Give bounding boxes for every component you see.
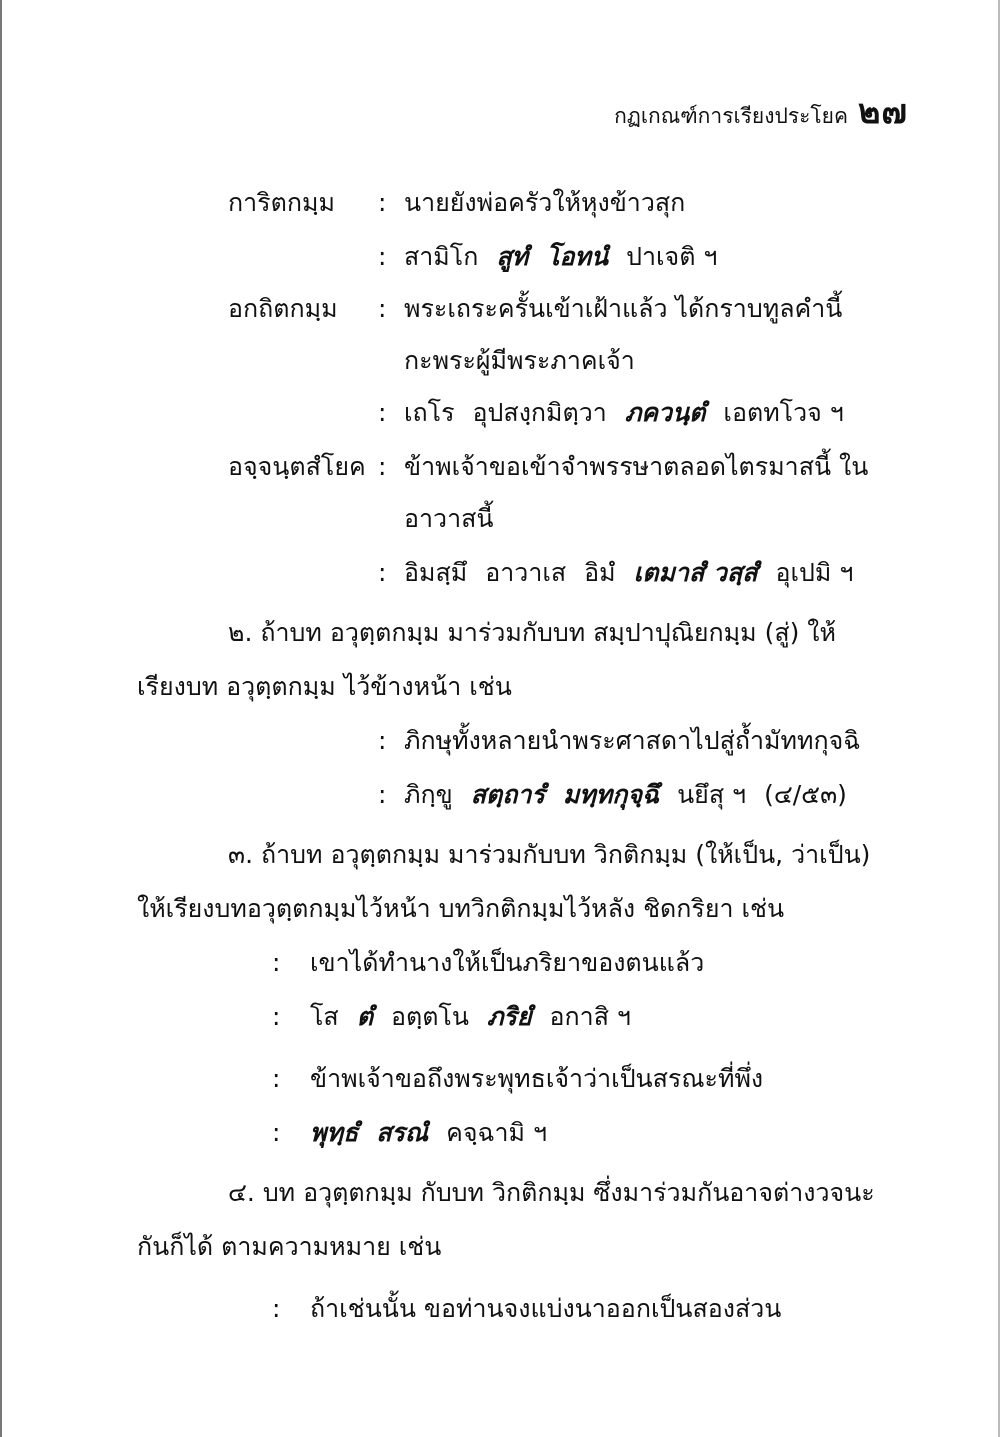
pali-word: สามิโก [404,242,479,271]
pali-word: อตฺตโน [390,1002,469,1031]
rule4-paragraph-line2: กันก็ได้ ตามความหมาย เช่น [137,1232,442,1261]
rule2-paragraph-line1: ๒. ถ้าบท อวุตฺตกมฺม มาร่วมกับบท สมฺปาปุณิยกมฺม (สู่) ให้ [228,618,836,647]
colon: : [378,558,387,587]
rule3-example2-thai: ข้าพเจ้าขอถึงพระพุทธเจ้าว่าเป็นสรณะที่พึ่ง [310,1064,764,1093]
example-thai-accantasamyoga-line2: อาวาสนี้ [404,504,494,533]
rule2-example-pali [404,782,847,807]
colon: : [378,188,387,217]
rule3-example1-pali [310,1004,631,1029]
pali-word-emphasis: สรณํ [376,1118,429,1147]
colon: : [378,242,387,271]
label-akathitakamma: อกถิตกมฺม [228,294,338,323]
colon: : [272,1294,281,1323]
rule4-paragraph-line1: ๔. บท อวุตฺตกมฺม กับบท วิกติกมฺม ซึ่งมาร่วมกันอาจต่างวจนะ [228,1178,875,1207]
header-title: กฏเกณฑ์การเรียงประโยค [614,104,849,128]
colon: : [378,780,387,809]
pali-word: อาวาเส [485,558,567,587]
rule3-paragraph-line2: ให้เรียงบทอวุตฺตกมฺมไว้หน้า บทวิกติกมฺมไว้หลัง ชิดกริยา เช่น [137,894,785,923]
pali-word-emphasis: ภควนฺตํ [624,398,706,427]
colon: : [378,452,387,481]
colon: : [378,294,387,323]
example-thai-akathitakamma-line2: กะพระผู้มีพระภาคเจ้า [404,346,635,375]
colon: : [272,1118,281,1147]
colon: : [378,726,387,755]
page-left-edge [0,0,2,1437]
pali-word-emphasis: เตมาสํ วสฺสํ [633,558,758,587]
reference-citation: (๔/๕๓) [764,780,847,809]
pali-word-emphasis: โอทนํ [546,242,609,271]
label-karitakamma: การิตกมฺม [228,188,335,217]
pali-word: อิมสฺมึ [404,558,468,587]
pali-word: อิมํ [584,558,616,587]
example-thai-accantasamyoga-line1: ข้าพเจ้าขอเข้าจำพรรษาตลอดไตรมาสนี้ ใน [404,452,869,481]
pali-word: เอตทโวจ ฯ [723,398,844,427]
pali-word: อุเปมิ ฯ [775,558,854,587]
colon: : [378,398,387,427]
pali-word: เถโร [404,398,455,427]
rule3-example1-thai: เขาได้ทำนางให้เป็นภริยาของตนแล้ว [310,948,705,977]
pali-word-emphasis: พุทฺธํ [310,1118,359,1147]
pali-word: โส [310,1002,339,1031]
rule2-paragraph-line2: เรียงบท อวุตฺตกมฺม ไว้ข้างหน้า เช่น [137,672,512,701]
pali-word-emphasis: มทฺทกุจฺฉึ [562,780,660,809]
rule3-paragraph-line1: ๓. ถ้าบท อวุตฺตกมฺม มาร่วมกับบท วิกติกมฺม (ให้เป็น, ว่าเป็น) [228,840,871,869]
pali-word: อกาสิ ฯ [549,1002,631,1031]
rule4-example-thai: ถ้าเช่นนั้น ขอท่านจงแบ่งนาออกเป็นสองส่วน [310,1294,782,1323]
pali-word-emphasis: สูทํ [496,242,529,271]
pali-word: ปาเจติ ฯ [626,242,718,271]
pali-word: ภิกฺขู [404,780,453,809]
page-number: ๒๗ [858,92,908,132]
colon: : [272,1002,281,1031]
colon: : [272,1064,281,1093]
example-thai-karitakamma: นายยังพ่อครัวให้หุงข้าวสุก [404,188,686,217]
running-header [614,84,908,138]
pali-word: อุปสงฺกมิตฺวา [472,398,607,427]
example-pali-akathitakamma [404,400,844,425]
colon: : [272,948,281,977]
rule2-example-thai: ภิกษุทั้งหลายนำพระศาสดาไปสู่ถ้ำมัททกุจฉิ [404,726,861,755]
pali-word: นยึสุ ฯ [677,780,747,809]
label-accantasamyoga: อจฺจนฺตสํโยค [228,452,366,481]
pali-word-emphasis: ภริยํ [486,1002,532,1031]
pali-word-emphasis: สตฺถารํ [470,780,545,809]
pali-word-emphasis: ตํ [356,1002,373,1031]
example-thai-akathitakamma-line1: พระเถระครั้นเข้าเฝ้าแล้ว ได้กราบทูลคำนี้ [404,294,843,323]
pali-word: คจฺฉามิ ฯ [446,1118,548,1147]
rule3-example2-pali [310,1120,547,1145]
example-pali-accantasamyoga [404,560,853,585]
example-pali-karitakamma [404,244,717,269]
